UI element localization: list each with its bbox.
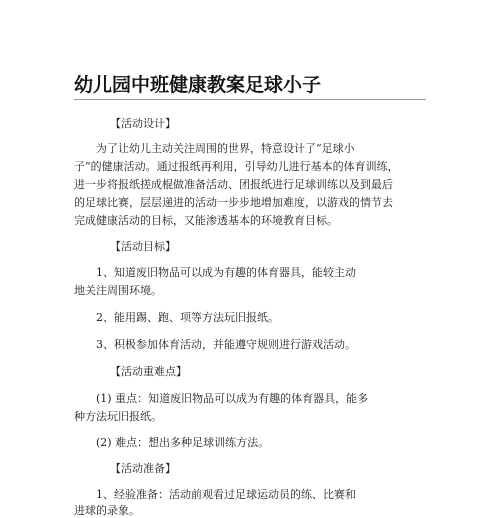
design-paragraph-line-2: 子”的健康活动。通过报纸再利用，引导幼儿进行基本的体育训练， (74, 160, 399, 173)
goal-item-1-line-1: 1、知道废旧物品可以成为有趣的体育器具，能较主动 (96, 266, 356, 279)
design-paragraph-line-4: 的足球比赛，层层递进的活动一步步地增加难度，以游戏的情节去 (74, 196, 393, 209)
goal-item-1-line-2: 地关注周围环境。 (74, 284, 162, 297)
preparation-item-1-line-1: 1、经验准备：活动前观看过足球运动员的练、比赛和 (96, 488, 356, 501)
section-heading-preparation: 【活动准备】 (110, 462, 176, 475)
preparation-item-1-line-2: 进球的录象。 (74, 504, 140, 517)
key-point-item-1-line-1: (1) 重点：知道废旧物品可以成为有趣的体育器具，能多 (96, 392, 369, 405)
section-heading-key-points: 【活动重难点】 (110, 365, 187, 378)
title-divider (74, 99, 426, 100)
design-paragraph-line-1: 为了让幼儿主动关注周围的世界，特意设计了“足球小 (96, 142, 355, 155)
goal-item-3: 3、积极参加体育活动，并能遵守规则进行游戏活动。 (96, 338, 356, 351)
section-heading-design: 【活动设计】 (110, 117, 176, 130)
design-paragraph-line-3: 进一步将报纸搓成棍做准备活动、团报纸进行足球训练以及到最后 (74, 178, 393, 191)
design-paragraph-line-5: 完成健康活动的目标，又能渗透基本的环境教育目标。 (74, 214, 338, 227)
document-title: 幼儿园中班健康教案足球小子 (74, 74, 322, 96)
goal-item-2: 2、能用踢、跑、项等方法玩旧报纸。 (96, 311, 279, 324)
key-point-item-2: (2) 难点：想出多种足球训练方法。 (96, 436, 270, 449)
key-point-item-1-line-2: 种方法玩旧报纸。 (74, 410, 162, 423)
section-heading-goals: 【活动目标】 (110, 240, 176, 253)
